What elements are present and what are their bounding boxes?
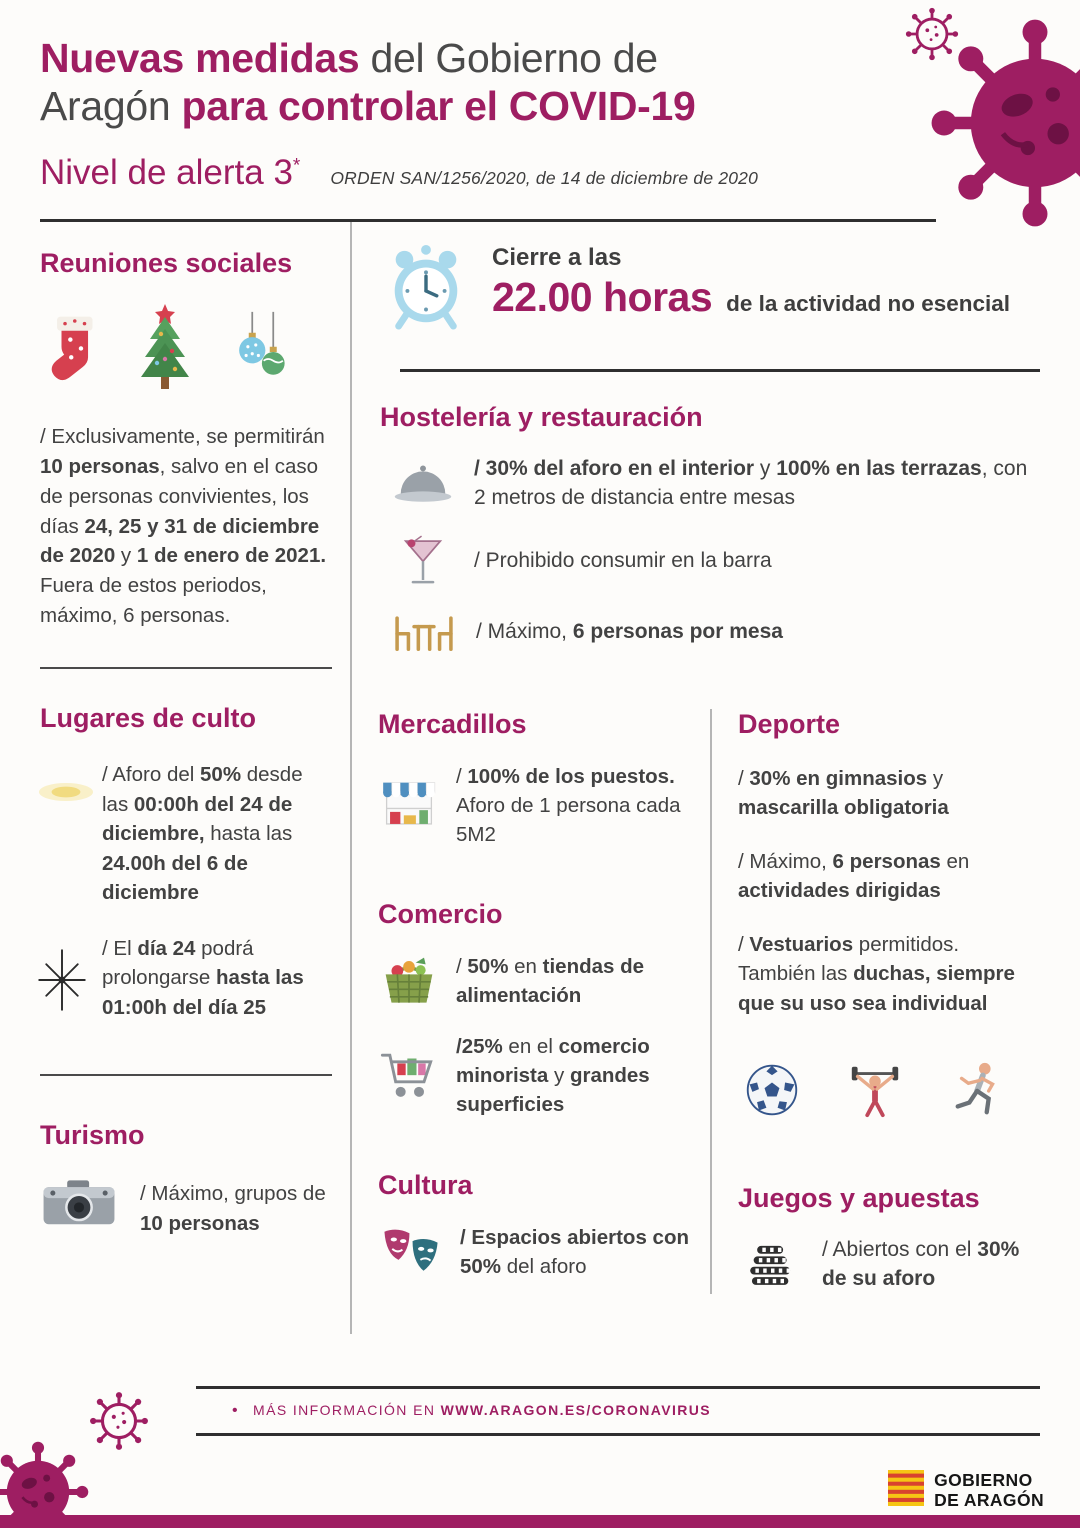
cultura-title: Cultura [378, 1169, 473, 1200]
juegos-item-text: / Abiertos con el 30% de su aforo [822, 1238, 1020, 1291]
comercio-item-1-text: / 50% en tiendas de alimentación [456, 955, 645, 1008]
body [0, 222, 1080, 1334]
star-icon [34, 948, 90, 1021]
ornaments-icon [226, 311, 296, 398]
title-line-1: Nuevas medidas del Gobierno de [40, 35, 658, 81]
section-hosteleria [378, 402, 1040, 655]
reuniones-title: Reuniones sociales [40, 247, 293, 278]
mercadillos-item-text: / 100% de los puestos. Aforo de 1 persona cada 5M2 [456, 764, 681, 846]
table-icon [390, 611, 458, 655]
footer-bullet: • [232, 1402, 240, 1419]
closure-text [492, 240, 1010, 321]
footer-info [196, 1386, 1040, 1436]
closure-intro: Cierre a las [492, 243, 622, 271]
right-area [352, 222, 1040, 1334]
hosteleria-item-3 [380, 611, 1040, 655]
deporte-title: Deporte [738, 708, 841, 739]
comercio-item-2-text: /25% en el comercio minorista y grandes superficies [456, 1035, 650, 1117]
section-cultura [378, 1170, 696, 1281]
juegos-item [738, 1236, 1040, 1294]
closure-banner [378, 240, 1040, 339]
rightmost-column [712, 709, 1040, 1295]
closure-rule [400, 369, 1040, 372]
closure-suffix: de la actividad no esencial [726, 290, 1011, 316]
hosteleria-item-2 [380, 535, 1040, 589]
turismo-item-text: / Máximo, grupos de 10 personas [140, 1182, 326, 1235]
runner-icon [950, 1060, 1008, 1125]
footer-info-url[interactable]: WWW.ARAGON.ES/CORONAVIRUS [440, 1402, 712, 1418]
left-divider-2 [40, 1074, 332, 1076]
section-reuniones [40, 248, 332, 631]
shopping-cart-icon [378, 1048, 440, 1104]
culto-title: Lugares de culto [40, 703, 257, 734]
alarm-clock-icon [382, 240, 470, 339]
footer-virus-outline-icon [88, 1390, 150, 1457]
culto-item-2 [40, 934, 332, 1023]
juegos-title: Juegos y apuestas [738, 1183, 980, 1214]
logo-text [934, 1471, 1044, 1510]
alert-row [40, 153, 1040, 193]
footer-info-prefix: MÁS INFORMACIÓN EN [253, 1402, 441, 1418]
comercio-item-1 [378, 952, 696, 1010]
christmas-tree-icon [130, 301, 200, 398]
christmas-icons [42, 301, 332, 398]
hosteleria-title: Hostelería y restauración [380, 401, 703, 432]
mercadillos-item [378, 762, 696, 849]
alert-asterisk: * [292, 155, 301, 177]
food-basket-icon [378, 954, 440, 1008]
left-divider-1 [40, 667, 332, 669]
logo-text-line-2: DE ARAGÓN [934, 1489, 1044, 1510]
cloche-icon [390, 461, 456, 507]
section-mercadillos [378, 709, 696, 849]
deporte-item-3: / Vestuarios permitidos. También las duchas, siempre que su uso sea individual [738, 932, 1015, 1015]
culto-item-1-text: / Aforo del 50% desde las 00:00h del 24 de diciembre, hasta las 24.00h del 6 de diciembre [102, 763, 303, 905]
market-stall-icon [378, 777, 440, 833]
soccer-ball-icon [744, 1062, 800, 1123]
cocktail-icon [390, 535, 456, 589]
turismo-item [40, 1177, 332, 1240]
hosteleria-item-1-text: / 30% del aforo en el interior y 100% en las terrazas, con 2 metros de distancia entre mesas [474, 456, 1028, 509]
hosteleria-item-1 [380, 455, 1040, 513]
footer-text [232, 1402, 1040, 1420]
section-comercio [378, 899, 696, 1120]
comercio-item-2 [378, 1032, 696, 1119]
stocking-icon [42, 311, 104, 398]
comercio-title: Comercio [378, 899, 503, 930]
closure-line2 [492, 274, 1010, 321]
page-title [40, 34, 1040, 131]
section-turismo [40, 1120, 332, 1240]
bottom-bar [0, 1515, 1080, 1528]
gobierno-aragon-logo [888, 1470, 1044, 1511]
culto-item-2-text: / El día 24 podrá prolongarse hasta las 01:00h del día 25 [102, 936, 304, 1019]
cultura-item-text: / Espacios abiertos con 50% del aforo [460, 1225, 689, 1278]
hosteleria-item-2-text: / Prohibido consumir en la barra [474, 549, 772, 573]
section-deporte [738, 709, 1040, 1126]
section-culto [40, 703, 332, 1022]
theater-masks-icon [378, 1227, 444, 1277]
camera-icon [40, 1177, 118, 1240]
alert-level: Nivel de alerta 3* [40, 152, 301, 192]
header [0, 0, 1080, 222]
poker-chips-icon [738, 1239, 804, 1291]
section-juegos [738, 1183, 1040, 1294]
sports-icons [738, 1060, 1040, 1125]
order-reference: ORDEN SAN/1256/2020, de 14 de diciembre de 2020 [330, 167, 759, 188]
aragon-flag-icon [888, 1470, 924, 1511]
turismo-title: Turismo [40, 1120, 145, 1151]
culto-item-1 [40, 760, 332, 908]
candle-icon [34, 774, 98, 819]
cultura-item [378, 1223, 696, 1281]
hosteleria-item-3-text: / Máximo, 6 personas por mesa [476, 620, 783, 644]
reuniones-text: / Exclusivamente, se permitirán 10 personas, salvo en el caso de personas convivientes, los días 24, 25 y 31 de diciembre de 2020 y 1 de enero de 2021. Fuera de estos periodos, máximo, 6 personas. [40, 424, 327, 628]
title-line-2: Aragón para controlar el COVID-19 [40, 83, 696, 130]
mercadillos-title: Mercadillos [378, 708, 527, 739]
middle-column [378, 709, 712, 1295]
lower-columns [378, 709, 1040, 1295]
weightlifter-icon [846, 1060, 904, 1125]
closure-time: 22.00 horas [492, 273, 713, 320]
logo-text-line-1: GOBIERNO [934, 1470, 1033, 1491]
deporte-item-2: / Máximo, 6 personas en actividades dirigidas [738, 849, 970, 903]
deporte-item-1: / 30% en gimnasios y mascarilla obligatoria [738, 766, 949, 820]
left-column [40, 222, 352, 1334]
